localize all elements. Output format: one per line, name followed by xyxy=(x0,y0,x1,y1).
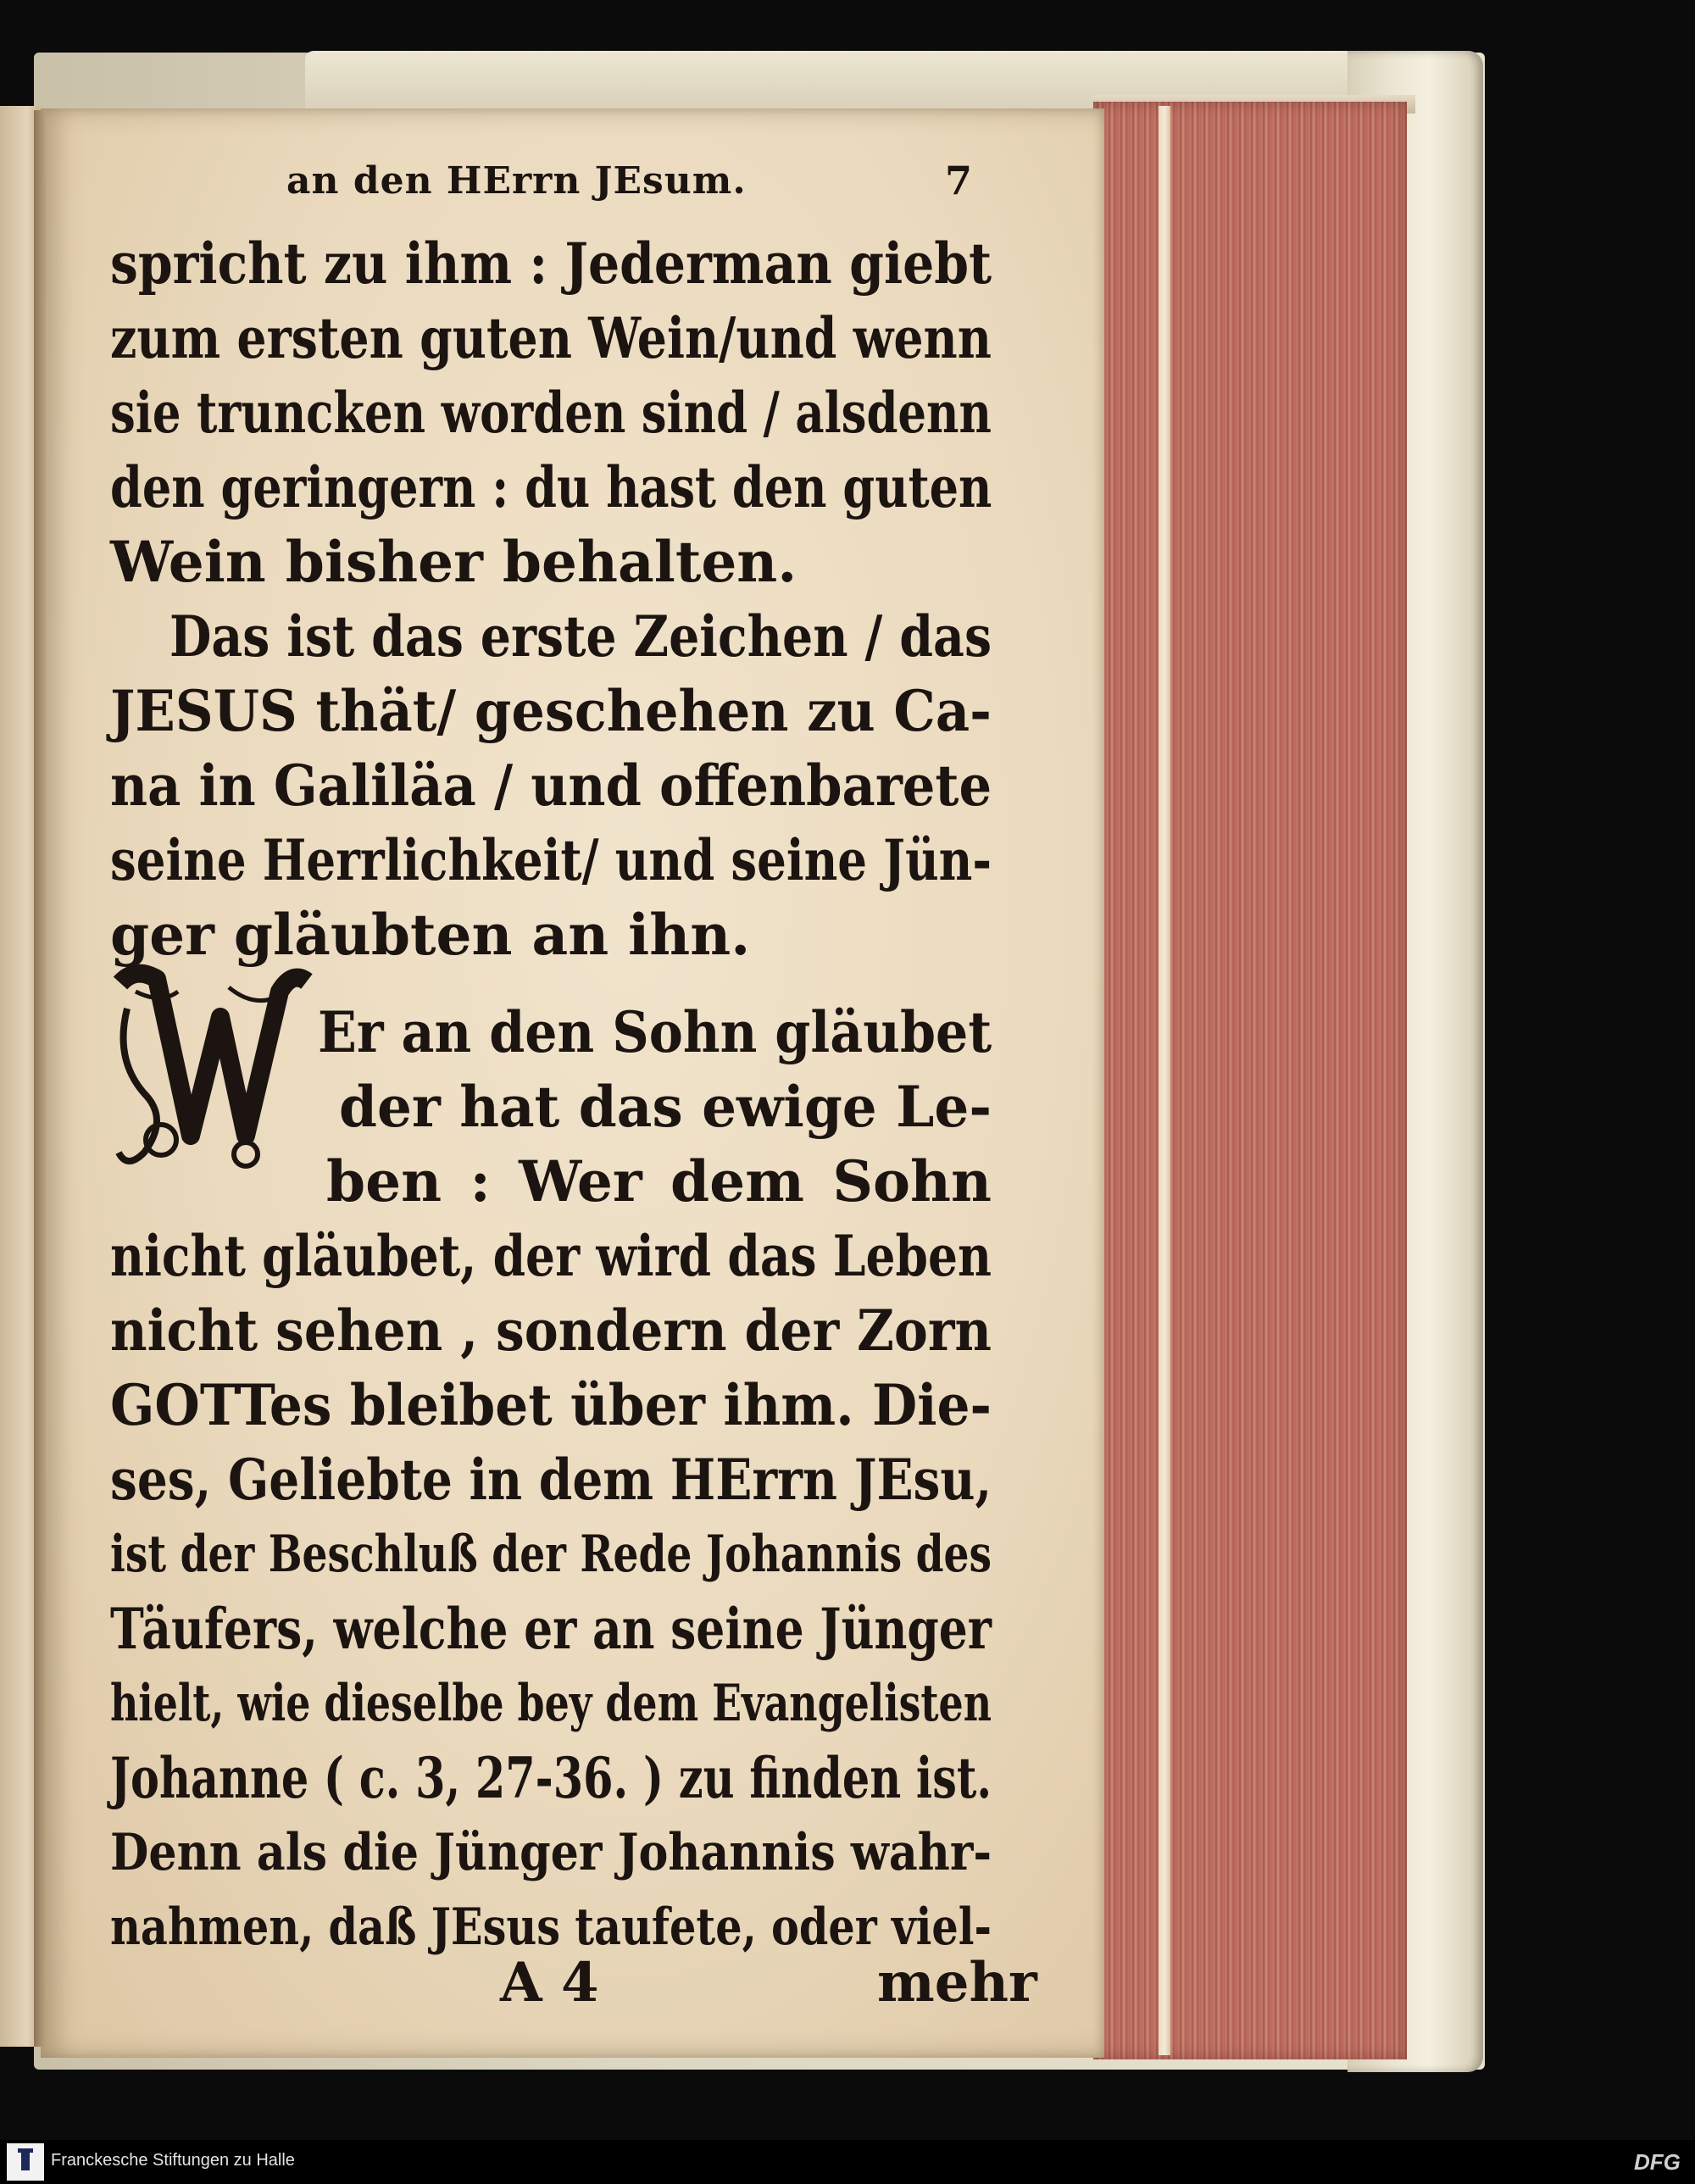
initial-w-glyph xyxy=(110,958,314,1178)
page-number: 7 xyxy=(945,158,973,203)
viewer-footer xyxy=(0,2140,1695,2184)
text-line: ger gläubten an ihn. xyxy=(110,902,751,968)
text-line: ist der Beschluß der Rede Johannis des xyxy=(110,1525,992,1584)
signature-mark: A 4 xyxy=(500,1951,599,2015)
text-line: den geringern : du hast den guten xyxy=(110,454,992,520)
text-line: Denn als die Jünger Johannis wahr- xyxy=(110,1823,992,1882)
text-line: nicht sehen , sondern der Zorn xyxy=(110,1298,992,1364)
text-line: seine Herrlichkeit/ und seine Jün- xyxy=(110,827,992,893)
text-line: nicht gläubet, der wird das Leben xyxy=(110,1223,992,1289)
running-head: an den HErrn JEsum. xyxy=(286,159,747,203)
text-line: hielt, wie dieselbe bey dem Evangelisten xyxy=(110,1674,992,1733)
text-line: Täufers, welche er an seine Jünger xyxy=(110,1596,992,1662)
text-line: der hat das ewige Le- xyxy=(339,1074,992,1140)
text-line: Johanne ( c. 3, 27-36. ) zu finden ist. xyxy=(110,1745,992,1811)
decorated-initial xyxy=(110,958,314,1178)
text-line: ses, Geliebte in dem HErrn JEsu, xyxy=(110,1447,992,1513)
funder-logo: DFG xyxy=(1634,2149,1681,2175)
text-line: GOTTes bleibet über ihm. Die- xyxy=(110,1372,992,1438)
text-line: Wein bisher behalten. xyxy=(110,529,797,595)
text-line: sie truncken worden sind / alsdenn xyxy=(110,380,992,446)
institution-logo-icon xyxy=(7,2143,44,2181)
text-line: Er an den Sohn gläubet xyxy=(318,999,992,1065)
text-line: nahmen, daß JEsus taufete, oder viel- xyxy=(110,1898,992,1957)
text-line: na in Galiläa / und offenbarete xyxy=(110,753,992,819)
text-line: JESUS thät/ geschehen zu Ca- xyxy=(110,678,992,744)
institution-name: Franckesche Stiftungen zu Halle xyxy=(51,2151,295,2170)
text-line: Das ist das erste Zeichen / das xyxy=(170,603,992,670)
text-line: spricht zu ihm : Jederman giebt xyxy=(110,231,992,297)
catchword: mehr xyxy=(877,1951,1037,2015)
text-line: zum ersten guten Wein/und wenn xyxy=(110,305,992,371)
text-line: ben : Wer dem Sohn xyxy=(326,1148,992,1214)
